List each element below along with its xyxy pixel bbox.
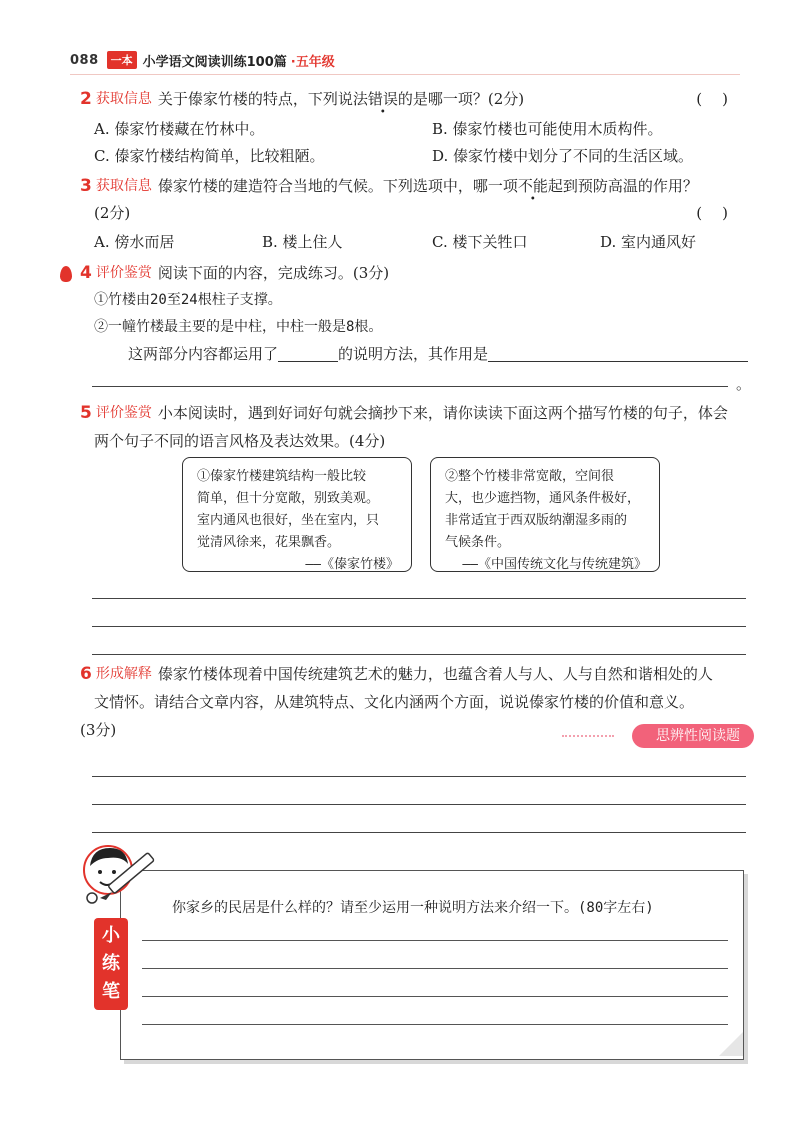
brand-logo: 一本 xyxy=(107,51,137,69)
option-a[interactable]: A. 傣家竹楼藏在竹林中。 xyxy=(94,120,265,138)
question-6-stem-line2: 文情怀。请结合文章内容，从建筑特点、文化内涵两个方面，说说傣家竹楼的价值和意义。 xyxy=(94,693,695,711)
page-number: 088 xyxy=(70,52,99,68)
option-c[interactable]: C. 傣家竹楼结构简单，比较粗陋。 xyxy=(94,147,325,165)
option-d[interactable]: D. 傣家竹楼中划分了不同的生活区域。 xyxy=(432,147,694,165)
question-6-stem: 6 形成解释 傣家竹楼体现着中国传统建筑艺术的魅力，也蕴含着人与人、人与自然和谐相处的人 xyxy=(80,664,713,684)
answer-line[interactable] xyxy=(92,654,746,655)
answer-line[interactable] xyxy=(92,804,746,805)
critical-reading-badge: 思辨性阅读题 xyxy=(632,724,754,748)
page-curl xyxy=(719,1032,743,1056)
question-2-stem: 2 获取信息 关于傣家竹楼的特点，下列说法 错误 • 的是哪一项？(2分) () xyxy=(80,87,748,111)
answer-bracket[interactable]: () xyxy=(696,204,748,222)
score: (3分) xyxy=(80,721,117,739)
badge-dash xyxy=(562,735,614,737)
practice-prompt: 你家乡的民居是什么样的？请至少运用一种说明方法来介绍一下。(80字左右) xyxy=(172,900,654,916)
option-d[interactable]: D. 室内通风好 xyxy=(600,233,697,251)
question-tag: 形成解释 xyxy=(95,666,152,682)
question-tag: 获取信息 xyxy=(95,178,152,194)
question-3-stem: 3 获取信息 傣家竹楼的建造符合当地的气候。下列选项中，哪一项 不能 • 起到预防高温的作用？ xyxy=(80,174,748,198)
answer-line[interactable] xyxy=(92,626,746,627)
emphasis-word: 错误 • xyxy=(368,87,398,111)
question-tag: 评价鉴赏 xyxy=(95,265,152,281)
quote-box-1: ①傣家竹楼建筑结构一般比较 简单，但十分宽敞，别致美观。 室内通风也很好，坐在室内，只 觉清风徐来，花果飘香。 ——《傣家竹楼》 xyxy=(182,457,412,572)
option-c[interactable]: C. 楼下关牲口 xyxy=(432,233,528,251)
q4-fill-line: 这两部分内容都运用了 的说明方法，其作用是 xyxy=(128,343,748,365)
question-5-stem-line2: 两个句子不同的语言风格及表达效果。(4分) xyxy=(94,432,386,450)
answer-line[interactable] xyxy=(92,776,746,777)
score: (2分) xyxy=(94,204,131,222)
question-tag: 评价鉴赏 xyxy=(95,405,152,421)
blank-effect[interactable] xyxy=(488,343,748,362)
quote-box-2: ②整个竹楼非常宽敞，空间很 大，也少遮挡物，通风条件极好， 非常适宜于西双版纳潮湿多雨的 气候条件。 ——《中国传统文化与传统建筑》 xyxy=(430,457,660,572)
question-5-stem: 5 评价鉴赏 小本阅读时，遇到好词好句就会摘抄下来，请你读读下面这两个描写竹楼的句子，体会 xyxy=(80,403,728,423)
question-4-stem: 4 评价鉴赏 阅读下面的内容，完成练习。(3分) xyxy=(80,263,390,283)
question-number: 6 xyxy=(80,664,92,684)
quote-source: ——《傣家竹楼》 xyxy=(305,557,399,572)
q4-item-1: ①竹楼由20至24根柱子支撑。 xyxy=(94,292,282,308)
answer-bracket[interactable]: () xyxy=(696,90,748,108)
question-number: 3 xyxy=(80,176,92,196)
grade-label: ·五年级 xyxy=(290,54,335,70)
flame-icon xyxy=(60,266,72,282)
question-tag: 获取信息 xyxy=(95,91,152,107)
boy-with-pencil-icon xyxy=(78,842,160,922)
answer-line[interactable] xyxy=(142,940,728,941)
option-b[interactable]: B. 楼上住人 xyxy=(262,233,343,251)
answer-line[interactable] xyxy=(142,1024,728,1025)
option-b[interactable]: B. 傣家竹楼也可能使用木质构件。 xyxy=(432,120,663,138)
blank-method[interactable] xyxy=(278,343,338,362)
q4-item-2: ②一幢竹楼最主要的是中柱，中柱一般是8根。 xyxy=(94,319,383,335)
answer-line[interactable] xyxy=(142,996,728,997)
answer-line[interactable] xyxy=(142,968,728,969)
answer-line[interactable] xyxy=(92,386,728,387)
practice-writing-label: 小 练 笔 xyxy=(94,918,128,1010)
answer-line[interactable] xyxy=(92,598,746,599)
question-number: 5 xyxy=(80,403,92,423)
question-number: 4 xyxy=(80,263,92,283)
question-3-score-line xyxy=(80,201,748,225)
quote-source: ——《中国传统文化与传统建筑》 xyxy=(462,557,647,572)
header-divider xyxy=(70,74,740,75)
page-header xyxy=(70,50,335,70)
book-title: 小学语文阅读训练100篇 xyxy=(142,54,287,70)
emphasis-word: 不能 • xyxy=(518,174,548,198)
end-mark: 。 xyxy=(736,375,752,393)
option-a[interactable]: A. 傍水而居 xyxy=(94,233,175,251)
answer-line[interactable] xyxy=(92,832,746,833)
question-number: 2 xyxy=(80,89,92,109)
